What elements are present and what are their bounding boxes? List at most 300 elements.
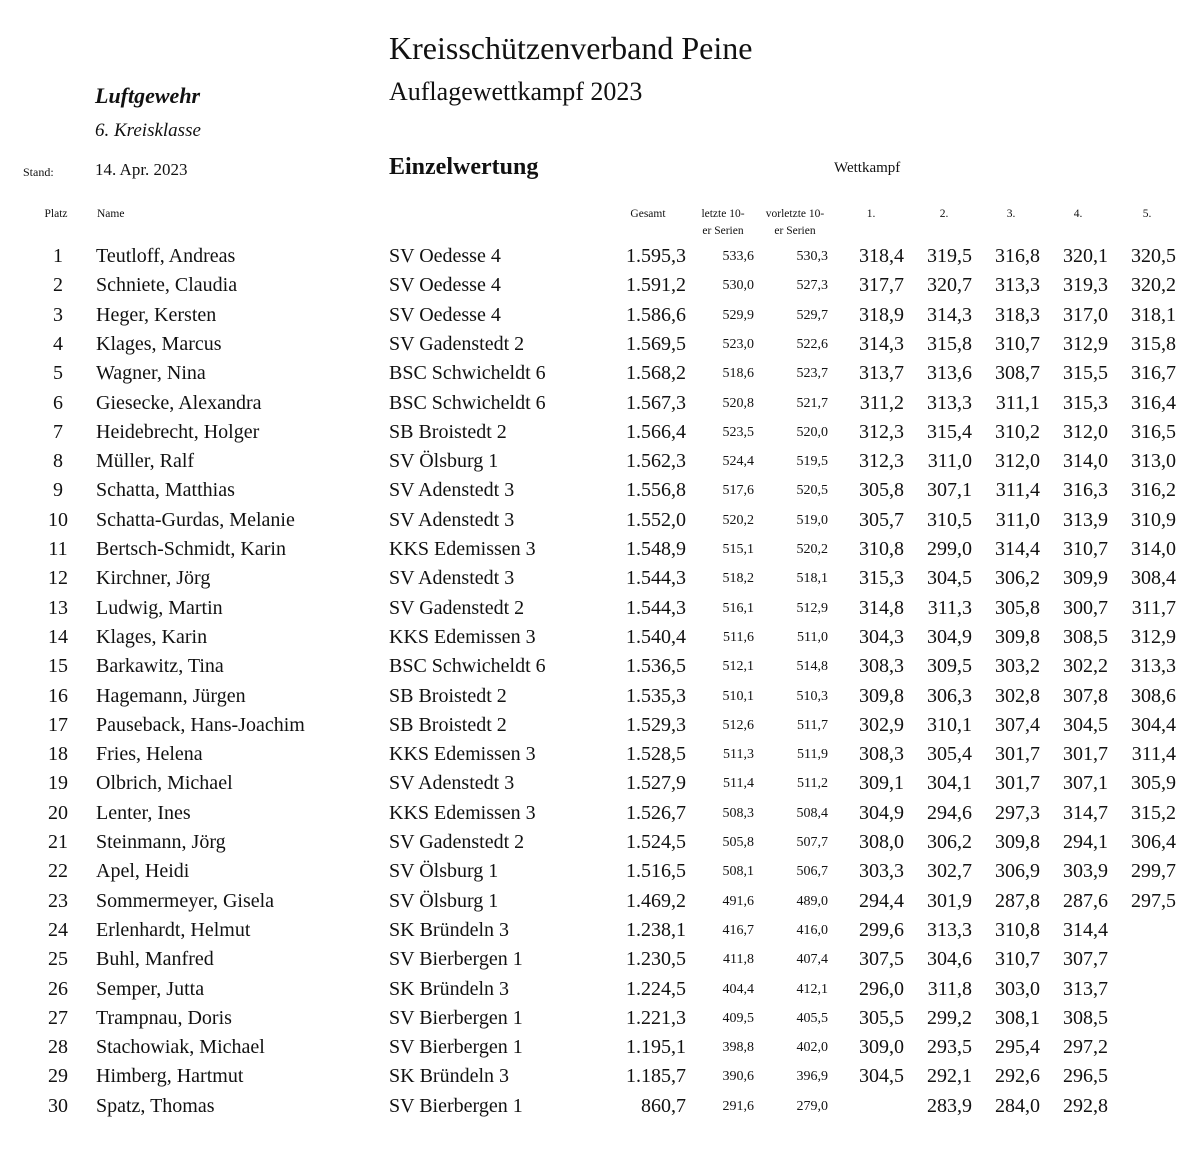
row-letzte: 523,5 <box>722 424 754 440</box>
row-wettkampf-2: 319,5 <box>927 245 972 267</box>
row-letzte: 518,2 <box>722 571 754 587</box>
table-row <box>0 975 1200 1004</box>
row-vorletzte: 520,0 <box>796 424 828 440</box>
row-wettkampf-2: 310,5 <box>927 508 972 531</box>
row-wettkampf-3: 308,7 <box>995 362 1040 385</box>
row-verein: SV Adenstedt 3 <box>389 508 515 531</box>
table-row <box>0 799 1200 828</box>
row-wettkampf-3: 301,7 <box>995 772 1040 795</box>
row-wettkampf-5: 299,7 <box>1131 860 1176 883</box>
row-platz: 25 <box>48 948 68 971</box>
row-gesamt: 1.529,3 <box>626 713 686 736</box>
row-wettkampf-5: 308,4 <box>1131 567 1176 590</box>
row-wettkampf-4: 302,2 <box>1063 655 1108 678</box>
row-gesamt: 1.548,9 <box>626 538 686 560</box>
row-wettkampf-4: 314,4 <box>1063 918 1108 941</box>
row-platz: 3 <box>53 303 63 326</box>
row-wettkampf-1: 299,6 <box>859 918 904 941</box>
table-row <box>0 447 1200 476</box>
row-gesamt: 1.230,5 <box>626 948 686 971</box>
row-wettkampf-1: 309,0 <box>859 1036 904 1059</box>
row-letzte: 533,6 <box>722 249 754 264</box>
row-wettkampf-1: 314,3 <box>859 332 904 355</box>
row-platz: 13 <box>48 596 68 619</box>
row-wettkampf-5: 316,5 <box>1131 420 1176 443</box>
row-vorletzte: 522,6 <box>796 336 828 352</box>
row-verein: SV Bierbergen 1 <box>389 1006 523 1029</box>
row-gesamt: 1.524,5 <box>626 831 686 853</box>
row-wettkampf-4: 307,1 <box>1063 772 1108 795</box>
row-wettkampf-2: 304,6 <box>927 948 972 971</box>
row-wettkampf-2: 299,2 <box>927 1006 972 1029</box>
row-verein: SV Ölsburg 1 <box>389 450 499 473</box>
row-wettkampf-5: 311,4 <box>1131 743 1176 766</box>
row-letzte: 511,4 <box>723 776 754 792</box>
row-wettkampf-3: 309,8 <box>995 831 1040 853</box>
row-verein: SK Bründeln 3 <box>389 977 509 1000</box>
row-wettkampf-2: 299,0 <box>927 538 972 560</box>
row-wettkampf-5: 305,9 <box>1131 772 1176 795</box>
row-vorletzte: 279,0 <box>796 1098 828 1114</box>
row-verein: SV Adenstedt 3 <box>389 479 515 502</box>
row-wettkampf-2: 306,3 <box>927 684 972 707</box>
row-vorletzte: 511,0 <box>797 629 828 645</box>
row-wettkampf-4: 294,1 <box>1063 831 1108 853</box>
row-gesamt: 1.552,0 <box>626 508 686 531</box>
row-verein: SV Gadenstedt 2 <box>389 596 525 619</box>
row-wettkampf-4: 292,8 <box>1063 1094 1108 1117</box>
row-wettkampf-5: 313,3 <box>1131 655 1176 678</box>
table-row <box>0 857 1200 886</box>
row-wettkampf-4: 315,3 <box>1063 391 1108 414</box>
row-wettkampf-4: 320,1 <box>1063 245 1108 267</box>
table-row <box>0 887 1200 916</box>
row-wettkampf-2: 307,1 <box>927 479 972 502</box>
row-wettkampf-1: 305,8 <box>859 479 904 502</box>
row-wettkampf-4: 307,7 <box>1063 948 1108 971</box>
row-wettkampf-1: 304,3 <box>859 625 904 648</box>
row-platz: 21 <box>48 831 68 853</box>
row-wettkampf-1: 305,7 <box>859 508 904 531</box>
row-wettkampf-3: 311,1 <box>995 391 1040 414</box>
row-platz: 30 <box>48 1094 68 1117</box>
row-name: Lenter, Ines <box>96 801 191 824</box>
row-name: Barkawitz, Tina <box>96 655 224 678</box>
row-gesamt: 1.567,3 <box>626 391 686 414</box>
row-platz: 7 <box>53 420 63 443</box>
row-wettkampf-3: 318,3 <box>995 303 1040 326</box>
row-platz: 4 <box>53 332 63 355</box>
row-verein: SV Ölsburg 1 <box>389 889 499 912</box>
row-wettkampf-5: 320,5 <box>1131 245 1176 267</box>
row-vorletzte: 530,3 <box>796 249 828 264</box>
row-wettkampf-1: 304,9 <box>859 801 904 824</box>
row-name: Stachowiak, Michael <box>96 1036 265 1059</box>
row-gesamt: 1.562,3 <box>626 450 686 473</box>
row-verein: KKS Edemissen 3 <box>389 625 536 648</box>
row-name: Semper, Jutta <box>96 977 205 1000</box>
row-verein: BSC Schwicheldt 6 <box>389 391 546 414</box>
row-gesamt: 1.544,3 <box>626 596 686 619</box>
column-header-wk-1: 1. <box>866 208 876 220</box>
row-platz: 9 <box>53 479 63 502</box>
row-wettkampf-2: 310,1 <box>927 713 972 736</box>
row-gesamt: 1.195,1 <box>626 1036 686 1059</box>
row-wettkampf-3: 312,0 <box>995 450 1040 473</box>
row-wettkampf-4: 308,5 <box>1063 625 1108 648</box>
table-row <box>0 418 1200 447</box>
row-wettkampf-3: 306,2 <box>995 567 1040 590</box>
row-name: Heger, Kersten <box>96 303 217 326</box>
row-wettkampf-5: 311,7 <box>1131 596 1176 619</box>
row-wettkampf-4: 314,7 <box>1063 801 1108 824</box>
row-platz: 12 <box>48 567 68 590</box>
row-name: Klages, Marcus <box>96 332 222 355</box>
table-row <box>0 242 1200 271</box>
row-name: Erlenhardt, Helmut <box>96 918 251 941</box>
row-wettkampf-1: 313,7 <box>859 362 904 385</box>
row-vorletzte: 519,5 <box>796 454 828 470</box>
table-row <box>0 1004 1200 1033</box>
row-wettkampf-5: 316,7 <box>1131 362 1176 385</box>
row-vorletzte: 519,0 <box>796 512 828 528</box>
row-wettkampf-3: 311,4 <box>995 479 1040 502</box>
row-gesamt: 1.528,5 <box>626 743 686 766</box>
row-letzte: 512,6 <box>722 717 754 733</box>
row-verein: BSC Schwicheldt 6 <box>389 362 546 385</box>
row-gesamt: 1.224,5 <box>626 977 686 1000</box>
row-wettkampf-3: 316,8 <box>995 245 1040 267</box>
row-wettkampf-1: 303,3 <box>859 860 904 883</box>
row-vorletzte: 405,5 <box>796 1010 828 1026</box>
row-wettkampf-4: 312,0 <box>1063 420 1108 443</box>
row-vorletzte: 508,4 <box>796 805 828 821</box>
row-letzte: 398,8 <box>722 1040 754 1056</box>
row-wettkampf-5: 310,9 <box>1131 508 1176 531</box>
row-platz: 22 <box>48 860 68 883</box>
row-name: Fries, Helena <box>96 743 203 766</box>
row-platz: 14 <box>48 625 68 648</box>
row-gesamt: 1.568,2 <box>626 362 686 385</box>
row-wettkampf-2: 305,4 <box>927 743 972 766</box>
row-letzte: 511,3 <box>723 747 754 763</box>
row-wettkampf-2: 294,6 <box>927 801 972 824</box>
row-wettkampf-4: 313,7 <box>1063 977 1108 1000</box>
row-wettkampf-1: 296,0 <box>859 977 904 1000</box>
row-platz: 29 <box>48 1065 68 1088</box>
row-wettkampf-3: 305,8 <box>995 596 1040 619</box>
table-row <box>0 359 1200 388</box>
row-name: Klages, Karin <box>96 625 208 648</box>
row-verein: KKS Edemissen 3 <box>389 743 536 766</box>
row-gesamt: 1.469,2 <box>626 889 686 912</box>
row-wettkampf-2: 301,9 <box>927 889 972 912</box>
row-verein: KKS Edemissen 3 <box>389 801 536 824</box>
table-row <box>0 535 1200 564</box>
row-vorletzte: 520,5 <box>796 483 828 499</box>
row-wettkampf-3: 292,6 <box>995 1065 1040 1088</box>
row-name: Müller, Ralf <box>96 450 195 473</box>
row-wettkampf-4: 303,9 <box>1063 860 1108 883</box>
row-vorletzte: 407,4 <box>796 952 828 968</box>
table-row <box>0 594 1200 623</box>
row-wettkampf-2: 292,1 <box>927 1065 972 1088</box>
row-wettkampf-4: 317,0 <box>1063 303 1108 326</box>
table-row <box>0 769 1200 798</box>
row-wettkampf-2: 315,4 <box>927 420 972 443</box>
row-name: Giesecke, Alexandra <box>96 391 262 414</box>
row-wettkampf-5: 313,0 <box>1131 450 1176 473</box>
column-header-gesamt: Gesamt <box>630 208 666 220</box>
row-letzte: 520,2 <box>722 512 754 528</box>
row-wettkampf-3: 310,8 <box>995 918 1040 941</box>
row-wettkampf-5: 316,4 <box>1131 391 1176 414</box>
row-vorletzte: 511,9 <box>797 747 828 763</box>
row-letzte: 508,1 <box>722 864 754 880</box>
table-row <box>0 652 1200 681</box>
row-wettkampf-4: 308,5 <box>1063 1006 1108 1029</box>
row-wettkampf-4: 297,2 <box>1063 1036 1108 1059</box>
row-gesamt: 1.591,2 <box>626 274 686 297</box>
table-row <box>0 916 1200 945</box>
row-verein: SK Bründeln 3 <box>389 1065 509 1088</box>
table-row <box>0 301 1200 330</box>
row-name: Teutloff, Andreas <box>96 245 236 267</box>
row-wettkampf-4: 314,0 <box>1063 450 1108 473</box>
row-wettkampf-3: 301,7 <box>995 743 1040 766</box>
table-row <box>0 1062 1200 1091</box>
row-wettkampf-2: 320,7 <box>927 274 972 297</box>
row-wettkampf-2: 311,0 <box>927 450 972 473</box>
row-name: Schatta-Gurdas, Melanie <box>96 508 295 531</box>
row-wettkampf-1: 315,3 <box>859 567 904 590</box>
row-wettkampf-5: 320,2 <box>1131 274 1176 297</box>
row-wettkampf-3: 287,8 <box>995 889 1040 912</box>
row-wettkampf-2: 304,9 <box>927 625 972 648</box>
row-letzte: 511,6 <box>723 629 754 645</box>
row-letzte: 523,0 <box>722 336 754 352</box>
row-name: Steinmann, Jörg <box>96 831 226 853</box>
row-letzte: 409,5 <box>722 1010 754 1026</box>
column-header-wk-4: 4. <box>1073 208 1083 220</box>
row-wettkampf-3: 308,1 <box>995 1006 1040 1029</box>
row-vorletzte: 402,0 <box>796 1040 828 1056</box>
row-wettkampf-1: 307,5 <box>859 948 904 971</box>
row-name: Trampnau, Doris <box>96 1006 232 1029</box>
row-vorletzte: 512,9 <box>796 600 828 616</box>
row-letzte: 516,1 <box>722 600 754 616</box>
column-header-vorletzte-line2: er Serien <box>774 225 816 237</box>
row-wettkampf-1: 308,3 <box>859 743 904 766</box>
row-wettkampf-4: 300,7 <box>1063 596 1108 619</box>
row-wettkampf-4: 304,5 <box>1063 713 1108 736</box>
row-wettkampf-3: 314,4 <box>995 538 1040 560</box>
row-vorletzte: 520,2 <box>796 542 828 557</box>
row-name: Pauseback, Hans-Joachim <box>96 713 305 736</box>
row-wettkampf-1: 312,3 <box>859 450 904 473</box>
row-vorletzte: 416,0 <box>796 922 828 938</box>
row-wettkampf-4: 312,9 <box>1063 332 1108 355</box>
row-name: Schatta, Matthias <box>96 479 235 502</box>
row-verein: SK Bründeln 3 <box>389 918 509 941</box>
row-wettkampf-2: 309,5 <box>927 655 972 678</box>
row-name: Buhl, Manfred <box>96 948 214 971</box>
row-wettkampf-4: 310,7 <box>1063 538 1108 560</box>
row-letzte: 416,7 <box>722 922 754 938</box>
row-verein: SV Gadenstedt 2 <box>389 332 525 355</box>
row-verein: SV Oedesse 4 <box>389 303 501 326</box>
table-row <box>0 330 1200 359</box>
row-platz: 23 <box>48 889 68 912</box>
row-wettkampf-2: 314,3 <box>927 303 972 326</box>
wettkampf-label: Wettkampf <box>834 160 901 176</box>
row-wettkampf-3: 306,9 <box>995 860 1040 883</box>
row-gesamt: 1.526,7 <box>626 801 686 824</box>
row-wettkampf-5: 297,5 <box>1131 889 1176 912</box>
row-vorletzte: 521,7 <box>796 395 828 411</box>
row-verein: SV Oedesse 4 <box>389 245 501 267</box>
row-wettkampf-1: 308,3 <box>859 655 904 678</box>
row-verein: SB Broistedt 2 <box>389 420 507 443</box>
row-wettkampf-4: 313,9 <box>1063 508 1108 531</box>
row-wettkampf-2: 293,5 <box>927 1036 972 1059</box>
row-wettkampf-5: 316,2 <box>1131 479 1176 502</box>
row-wettkampf-2: 283,9 <box>927 1094 972 1117</box>
row-wettkampf-1: 294,4 <box>859 889 904 912</box>
row-gesamt: 1.544,3 <box>626 567 686 590</box>
row-vorletzte: 412,1 <box>796 981 828 997</box>
row-gesamt: 1.595,3 <box>626 245 686 267</box>
row-verein: SV Bierbergen 1 <box>389 1094 523 1117</box>
row-wettkampf-1: 305,5 <box>859 1006 904 1029</box>
row-platz: 18 <box>48 743 68 766</box>
row-wettkampf-3: 295,4 <box>995 1036 1040 1059</box>
row-platz: 5 <box>53 362 63 385</box>
column-header-name: Name <box>97 208 125 220</box>
row-wettkampf-5: 318,1 <box>1131 303 1176 326</box>
row-wettkampf-4: 301,7 <box>1063 743 1108 766</box>
row-platz: 10 <box>48 508 68 531</box>
row-letzte: 505,8 <box>722 835 754 850</box>
row-letzte: 491,6 <box>722 893 754 909</box>
table-row <box>0 711 1200 740</box>
row-gesamt: 1.221,3 <box>626 1006 686 1029</box>
row-vorletzte: 523,7 <box>796 366 828 382</box>
row-wettkampf-2: 306,2 <box>927 831 972 853</box>
row-wettkampf-2: 311,3 <box>927 596 972 619</box>
row-wettkampf-5: 306,4 <box>1131 831 1176 853</box>
table-row <box>0 476 1200 505</box>
row-wettkampf-3: 310,7 <box>995 332 1040 355</box>
row-wettkampf-3: 297,3 <box>995 801 1040 824</box>
row-wettkampf-1: 312,3 <box>859 420 904 443</box>
row-verein: SB Broistedt 2 <box>389 684 507 707</box>
row-wettkampf-4: 316,3 <box>1063 479 1108 502</box>
row-wettkampf-1: 302,9 <box>859 713 904 736</box>
row-platz: 26 <box>48 977 68 1000</box>
row-letzte: 529,9 <box>722 307 754 323</box>
row-gesamt: 1.185,7 <box>626 1065 686 1088</box>
row-wettkampf-1: 308,0 <box>859 831 904 853</box>
row-platz: 15 <box>48 655 68 678</box>
row-name: Schniete, Claudia <box>96 274 238 297</box>
row-wettkampf-2: 313,3 <box>927 391 972 414</box>
column-header-wk-5: 5. <box>1142 208 1152 220</box>
row-wettkampf-3: 307,4 <box>995 713 1040 736</box>
row-letzte: 518,6 <box>722 366 754 382</box>
row-wettkampf-2: 313,3 <box>927 918 972 941</box>
row-wettkampf-4: 309,9 <box>1063 567 1108 590</box>
row-name: Kirchner, Jörg <box>96 567 211 590</box>
row-verein: SV Bierbergen 1 <box>389 1036 523 1059</box>
row-gesamt: 1.535,3 <box>626 684 686 707</box>
row-wettkampf-1: 309,1 <box>859 772 904 795</box>
row-verein: SB Broistedt 2 <box>389 713 507 736</box>
row-letzte: 512,1 <box>722 659 754 675</box>
row-wettkampf-1: 310,8 <box>859 538 904 560</box>
row-platz: 27 <box>48 1006 68 1029</box>
row-wettkampf-3: 309,8 <box>995 625 1040 648</box>
row-name: Himberg, Hartmut <box>96 1065 244 1088</box>
row-vorletzte: 489,0 <box>796 893 828 909</box>
table-row <box>0 506 1200 535</box>
row-platz: 19 <box>48 772 68 795</box>
row-letzte: 508,3 <box>722 805 754 821</box>
row-wettkampf-5: 304,4 <box>1131 713 1176 736</box>
row-letzte: 510,1 <box>722 688 754 704</box>
row-gesamt: 1.586,6 <box>626 303 686 326</box>
row-letzte: 291,6 <box>722 1098 754 1114</box>
row-vorletzte: 510,3 <box>796 688 828 704</box>
row-wettkampf-2: 313,6 <box>927 362 972 385</box>
row-name: Heidebrecht, Holger <box>96 420 260 443</box>
row-gesamt: 860,7 <box>641 1094 686 1117</box>
row-wettkampf-1: 309,8 <box>859 684 904 707</box>
row-wettkampf-3: 311,0 <box>995 508 1040 531</box>
row-wettkampf-5: 315,2 <box>1131 801 1176 824</box>
row-wettkampf-2: 304,1 <box>927 772 972 795</box>
row-gesamt: 1.238,1 <box>626 918 686 941</box>
row-platz: 2 <box>53 274 63 297</box>
row-wettkampf-1: 318,4 <box>859 245 904 267</box>
row-name: Olbrich, Michael <box>96 772 233 795</box>
row-wettkampf-4: 315,5 <box>1063 362 1108 385</box>
row-vorletzte: 518,1 <box>796 571 828 587</box>
row-wettkampf-1: 318,9 <box>859 303 904 326</box>
row-vorletzte: 529,7 <box>796 307 828 323</box>
row-wettkampf-5: 312,9 <box>1131 625 1176 648</box>
row-verein: SV Gadenstedt 2 <box>389 831 525 853</box>
row-verein: BSC Schwicheldt 6 <box>389 655 546 678</box>
row-vorletzte: 511,2 <box>797 776 828 792</box>
row-wettkampf-4: 319,3 <box>1063 274 1108 297</box>
page-title: Kreisschützenverband Peine <box>389 30 753 66</box>
row-vorletzte: 507,7 <box>796 835 828 850</box>
row-letzte: 530,0 <box>722 278 754 294</box>
row-wettkampf-3: 313,3 <box>995 274 1040 297</box>
row-wettkampf-3: 284,0 <box>995 1094 1040 1117</box>
section-title: Einzelwertung <box>389 154 539 180</box>
table-row <box>0 740 1200 769</box>
row-gesamt: 1.556,8 <box>626 479 686 502</box>
row-wettkampf-2: 315,8 <box>927 332 972 355</box>
table-row <box>0 828 1200 857</box>
row-wettkampf-2: 304,5 <box>927 567 972 590</box>
row-letzte: 520,8 <box>722 395 754 411</box>
column-header-vorletzte-line1: vorletzte 10- <box>765 208 825 220</box>
table-row <box>0 564 1200 593</box>
row-wettkampf-1: 314,8 <box>859 596 904 619</box>
